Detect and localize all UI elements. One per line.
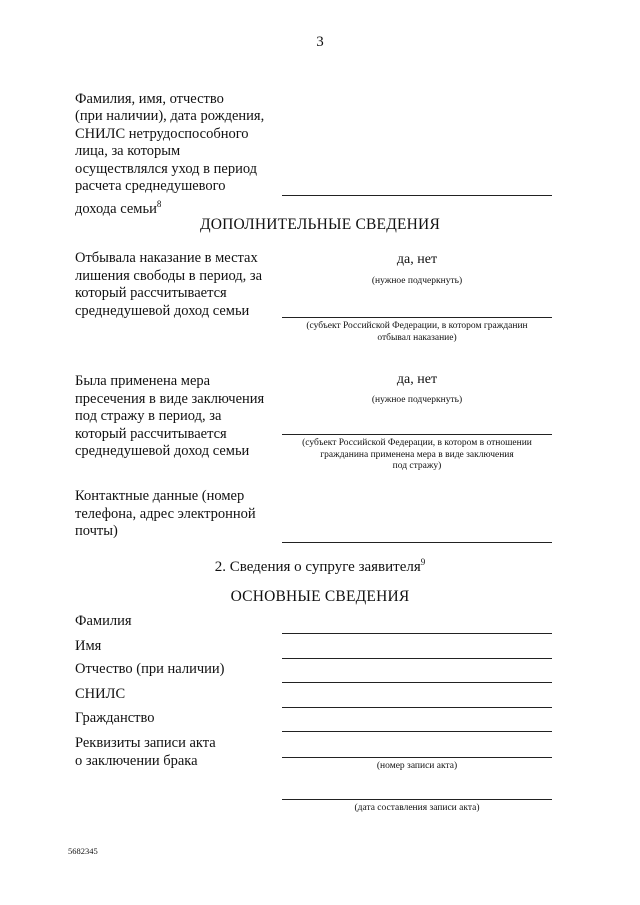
name-label: Имя — [75, 638, 102, 654]
snils-field-line[interactable] — [282, 707, 552, 708]
imprisonment-options[interactable]: да, нет — [396, 252, 438, 267]
spouse-section-title — [0, 557, 640, 576]
custody-options[interactable]: да, нет — [396, 372, 438, 387]
care-person-footnote: 8 — [156, 198, 162, 209]
surname-field-line[interactable] — [282, 633, 552, 634]
marriage-record-date-line[interactable] — [282, 799, 552, 800]
contacts-field-line[interactable] — [282, 542, 552, 543]
custody-region-line[interactable] — [282, 434, 552, 435]
imprisonment-label: Отбывала наказание в местах лишения свободы в период, за который рассчитывается среднедушевой доход семьи — [75, 250, 263, 319]
spouse-section-title-text: 2. Сведения о супруге заявителя — [214, 559, 421, 575]
name-field-line[interactable] — [282, 658, 552, 659]
custody-options-hint: (нужное подчеркнуть) — [371, 395, 463, 405]
care-person-label — [75, 73, 290, 218]
citizenship-label: Гражданство — [75, 710, 155, 726]
snils-label: СНИЛС — [75, 686, 126, 702]
marriage-record-label: Реквизиты записи акта о заключении брака — [75, 735, 216, 769]
custody-region-hint: (субъект Российской Федерации, в котором в отношении гражданина применена мера в виде заключения под стражу) — [302, 438, 532, 471]
imprisonment-region-line[interactable] — [282, 317, 552, 318]
basic-info-heading: ОСНОВНЫЕ СВЕДЕНИЯ — [230, 588, 410, 605]
care-person-field-line[interactable] — [282, 195, 552, 196]
patronymic-label: Отчество (при наличии) — [75, 661, 225, 677]
marriage-record-number-line[interactable] — [282, 757, 552, 758]
imprisonment-region-hint: (субъект Российской Федерации, в котором гражданин отбывал наказание) — [306, 321, 528, 343]
patronymic-field-line[interactable] — [282, 682, 552, 683]
custody-label: Была применена мера пресечения в виде заключения под стражу в период, за который рассчитывается среднедушевой доход семьи — [75, 373, 265, 459]
spouse-section-footnote: 9 — [420, 557, 426, 567]
page-number: 3 — [316, 34, 324, 50]
marriage-record-date-hint: (дата составления записи акта) — [354, 803, 480, 813]
care-person-label-text: Фамилия, имя, отчество (при наличии), дата рождения, СНИЛС нетрудоспособного лица, за которым осуществлялся уход в период расчета среднедушевого дохода семьи — [75, 90, 265, 217]
marriage-record-number-hint: (номер записи акта) — [376, 761, 458, 771]
surname-label: Фамилия — [75, 613, 132, 629]
document-code: 5682345 — [68, 846, 98, 856]
imprisonment-options-hint: (нужное подчеркнуть) — [371, 276, 463, 286]
additional-info-heading: ДОПОЛНИТЕЛЬНЫЕ СВЕДЕНИЯ — [200, 216, 440, 233]
contacts-label: Контактные данные (номер телефона, адрес электронной почты) — [75, 488, 256, 539]
citizenship-field-line[interactable] — [282, 731, 552, 732]
